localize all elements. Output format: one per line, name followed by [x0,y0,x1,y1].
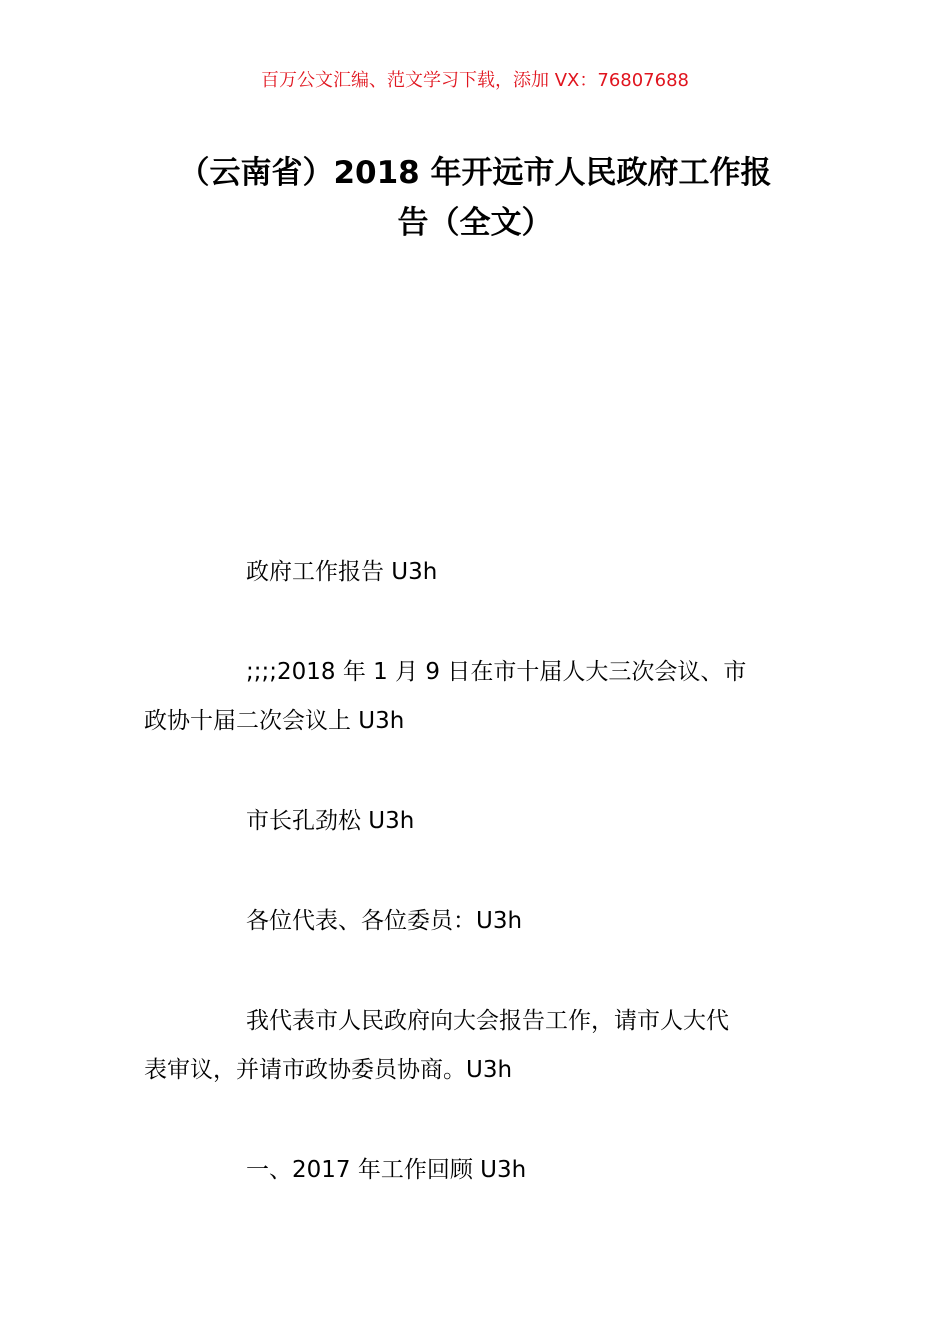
paragraph-meeting-info [144,648,810,746]
paragraph-line: 政协十届二次会议上 U3h [144,708,405,734]
paragraph-line: 政府工作报告 U3h [246,559,438,585]
paragraph-line: 一、2017 年工作回顾 U3h [246,1157,527,1183]
paragraph-line: 我代表市人民政府向大会报告工作，请市人大代 [246,1008,729,1034]
paragraph-report-heading [144,548,810,597]
paragraph-salutation [144,897,810,946]
download-banner: 百万公文汇编、范文学习下载，添加 VX：76807688 [261,70,689,91]
paragraph-line: 表审议，并请市政协委员协商。U3h [144,1057,513,1083]
paragraph-line: ;;;;2018 年 1 月 9 日在市十届人大三次会议、市 [246,659,747,685]
section-heading [144,1146,810,1195]
paragraph-line: 各位代表、各位委员：U3h [246,908,523,934]
document-title [140,148,810,248]
paragraph-line: 市长孔劲松 U3h [246,808,415,834]
paragraph-speaker [144,797,810,846]
title-line-1: （云南省）2018 年开远市人民政府工作报 [178,155,772,191]
title-line-2: 告（全文） [397,205,553,241]
paragraph-intro [144,997,810,1095]
